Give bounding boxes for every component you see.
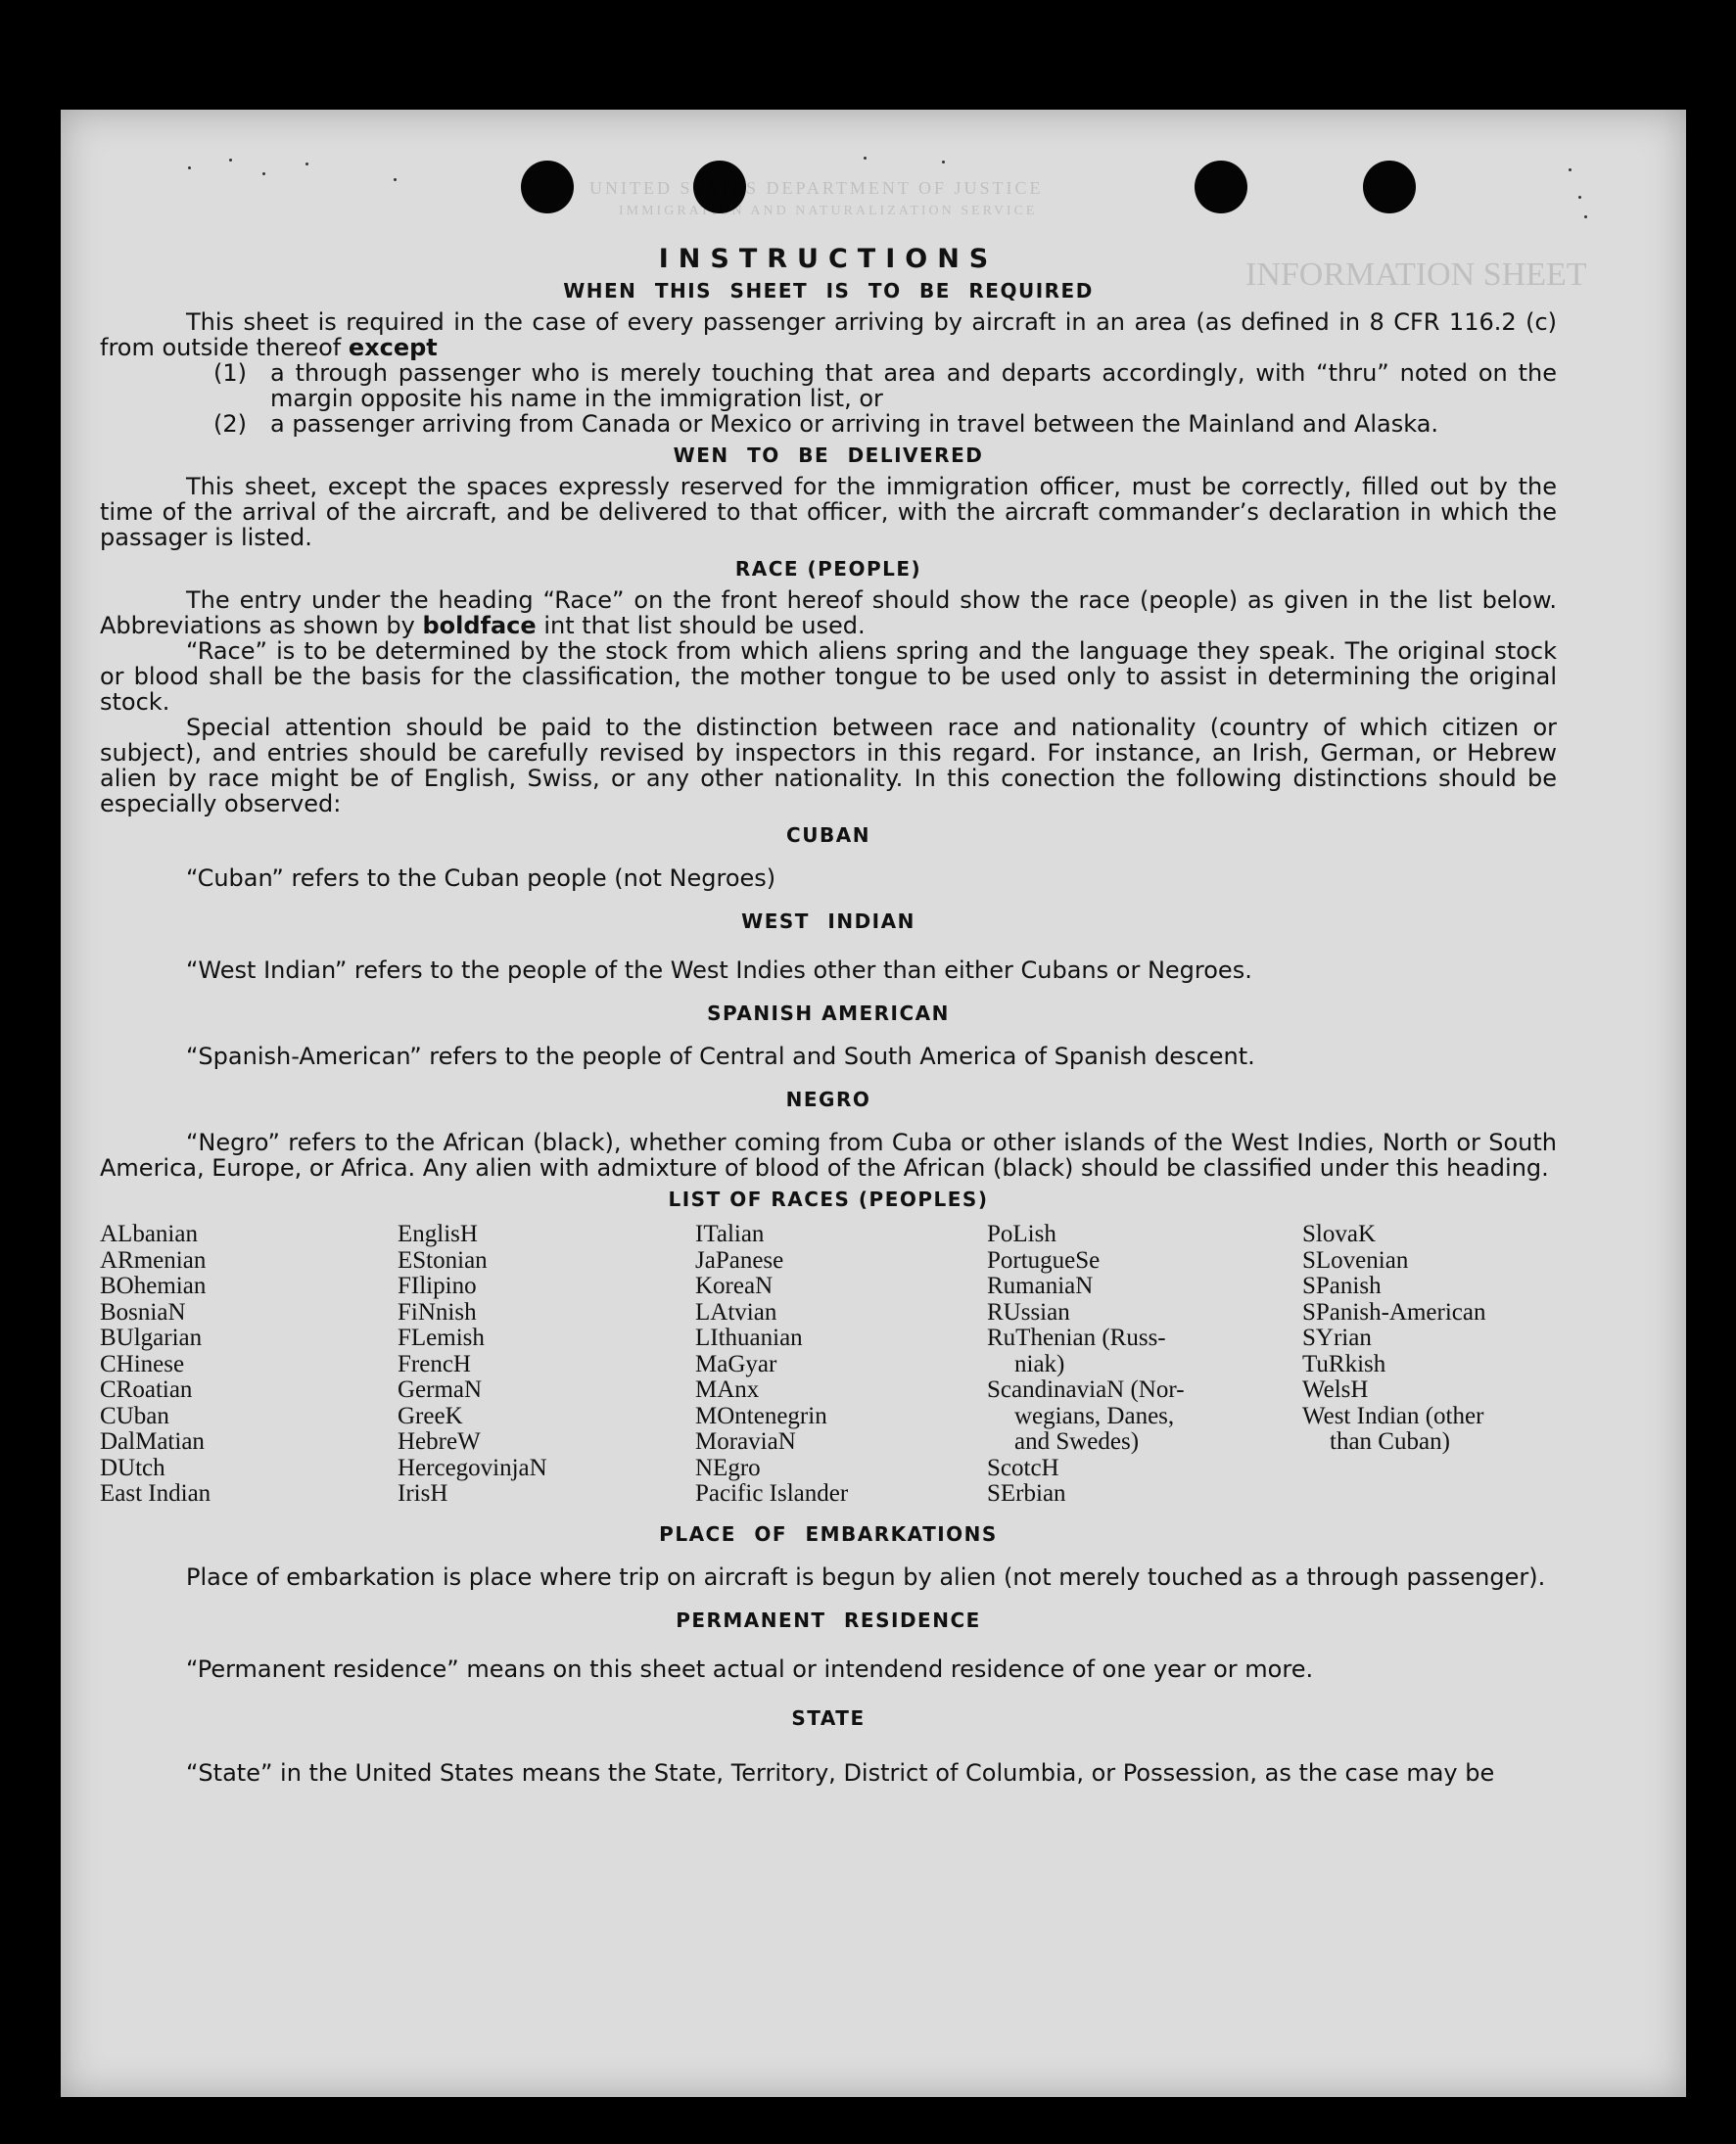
section-heading: PERMANENT RESIDENCE [676, 1608, 981, 1632]
race-entry: Pacific Islander [695, 1480, 849, 1507]
race-entry: MOntenegrin [695, 1402, 827, 1429]
race-entry: MaGyar [695, 1350, 777, 1377]
races-list [100, 1222, 1557, 1515]
race-entry: FIlipino [398, 1273, 477, 1299]
race-entry: and Swedes) [1014, 1428, 1140, 1455]
race-entry: West Indian (other [1302, 1402, 1484, 1429]
section-text: Special attention should be paid to the distinction between race and nationality (country of which citizen or subject), and entries should be carefully revised by inspectors in this regard. For instance, an Irish, German, or Hebrew alien by race might be of English, Swiss, or any other nationality. In this conection the following distinctions should be especially observed: [100, 714, 1557, 817]
races-column [100, 1222, 211, 1508]
race-entry: GreeK [398, 1402, 463, 1429]
race-entry: SLovenian [1302, 1246, 1409, 1274]
race-entry: SYrian [1302, 1325, 1372, 1351]
punch-hole [521, 161, 574, 213]
race-entry: PortugueSe [987, 1246, 1101, 1274]
race-entry: BUlgarian [100, 1325, 203, 1351]
section-heading: WEST INDIAN [741, 909, 915, 933]
race-entry: BosniaN [100, 1298, 186, 1326]
race-entry: NEgro [695, 1454, 761, 1481]
punch-hole [1363, 161, 1416, 213]
race-entry: DUtch [100, 1454, 165, 1481]
race-entry: FrencH [398, 1350, 471, 1377]
section-text: “Negro” refers to the African (black), whether coming from Cuba or other islands of the West Indies, North or South America, Europe, or Africa. Any alien with admixture of blood of the African (black) should be classified under this heading. [100, 1129, 1557, 1182]
races-column [1302, 1222, 1485, 1456]
race-entry: CHinese [100, 1350, 185, 1377]
section-heading: CUBAN [786, 823, 870, 847]
list-item: (2) a passenger arriving from Canada or Mexico or arriving in travel between the Mainland and Alaska. [213, 410, 1439, 438]
bleed-through-agency: IMMIGRATION AND NATURALIZATION SERVICE [619, 204, 1038, 218]
page-title: INSTRUCTIONS [658, 244, 999, 274]
race-entry: MAnx [695, 1376, 760, 1403]
section-heading: SPANISH AMERICAN [707, 1002, 950, 1025]
race-entry: KoreaN [695, 1273, 774, 1299]
race-entry: SErbian [987, 1480, 1066, 1507]
race-entry: FiNnish [398, 1298, 477, 1326]
race-entry: ITalian [695, 1221, 765, 1247]
race-entry: JaPanese [695, 1246, 784, 1274]
section-text: This sheet is required in the case of every passenger arriving by aircraft in an area (as defined in 8 CFR 116.2 (c) from outside thereof except [100, 308, 1557, 361]
race-entry: CRoatian [100, 1376, 193, 1403]
race-entry: TuRkish [1302, 1350, 1386, 1377]
section-text: The entry under the heading “Race” on the front hereof should show the race (people) as given in the list below. Abbreviations as shown by boldface int that list should be used. [100, 586, 1557, 639]
section-heading: NEGRO [785, 1088, 871, 1111]
race-entry: MoraviaN [695, 1428, 796, 1455]
race-entry: IrisH [398, 1480, 448, 1507]
section-heading: LIST OF RACES (PEOPLES) [668, 1188, 989, 1211]
race-entry: EStonian [398, 1246, 488, 1274]
race-entry: than Cuban) [1330, 1428, 1450, 1455]
race-entry: RUssian [987, 1298, 1070, 1326]
section-text: This sheet, except the spaces expressly reserved for the immigration officer, must be correctly, filled out by the time of the arrival of the aircraft, and be delivered to that officer, with the aircraft commander’s declaration in which the passager is listed. [100, 473, 1557, 551]
race-entry: HercegovinjaN [398, 1454, 547, 1481]
race-entry: ARmenian [100, 1246, 207, 1274]
section-text: “West Indian” refers to the people of the West Indies other than either Cubans or Negroes. [186, 956, 1252, 984]
section-heading: WHEN THIS SHEET IS TO BE REQUIRED [563, 279, 1094, 303]
section-text: “Cuban” refers to the Cuban people (not Negroes) [186, 864, 776, 892]
race-entry: SPanish-American [1302, 1298, 1486, 1326]
race-entry: RumaniaN [987, 1273, 1094, 1299]
race-entry: GermaN [398, 1376, 483, 1403]
race-entry: BOhemian [100, 1273, 207, 1299]
section-heading: PLACE OF EMBARKATIONS [659, 1522, 998, 1546]
race-entry: DalMatian [100, 1428, 205, 1455]
section-text: “Spanish-American” refers to the people of Central and South America of Spanish descent. [186, 1043, 1255, 1070]
section-heading: RACE (PEOPLE) [734, 557, 922, 581]
section-heading: WEN TO BE DELIVERED [673, 443, 984, 467]
bleed-through-heading: INFORMATION SHEET [1245, 256, 1587, 293]
race-entry: ScandinaviaN (Nor- [987, 1376, 1185, 1403]
race-entry: EnglisH [398, 1221, 478, 1247]
document-page [61, 110, 1686, 2097]
race-entry: SlovaK [1302, 1221, 1376, 1247]
section-text: “Race” is to be determined by the stock from which aliens spring and the language they speak. The original stock or blood shall be the basis for the classification, the mother tongue to be used only to assist in determining the original stock. [100, 637, 1557, 716]
race-entry: CUban [100, 1402, 169, 1429]
section-heading: STATE [791, 1706, 866, 1730]
races-column [695, 1222, 848, 1508]
race-entry: HebreW [398, 1428, 481, 1455]
section-text: “Permanent residence” means on this sheet actual or intendend residence of one year or more. [186, 1655, 1314, 1683]
race-entry: RuThenian (Russ- [987, 1325, 1166, 1351]
race-entry: LAtvian [695, 1298, 777, 1326]
section-text: Place of embarkation is place where trip on aircraft is begun by alien (not merely touched as a through passenger). [186, 1563, 1546, 1591]
race-entry: WelsH [1302, 1376, 1369, 1403]
race-entry: East Indian [100, 1480, 211, 1507]
race-entry: ScotcH [987, 1454, 1059, 1481]
section-text: “State” in the United States means the State, Territory, District of Columbia, or Possession, as the case may be [186, 1759, 1495, 1787]
race-entry: FLemish [398, 1325, 485, 1351]
race-entry: niak) [1014, 1350, 1065, 1377]
races-column [987, 1222, 1185, 1508]
race-entry: ALbanian [100, 1221, 198, 1247]
race-entry: PoLish [987, 1221, 1056, 1247]
punch-hole [1195, 161, 1247, 213]
race-entry: LIthuanian [695, 1325, 803, 1351]
list-item: (1) a through passenger who is merely touching that area and departs accordingly, with “thru” noted on the margin opposite his name in the immigration list, or [213, 359, 1557, 412]
races-column [398, 1222, 547, 1508]
race-entry: SPanish [1302, 1273, 1382, 1299]
instructions-body [100, 244, 1557, 1787]
bleed-through-agency: UNITED STATES DEPARTMENT OF JUSTICE [589, 178, 1044, 198]
race-entry: wegians, Danes, [1014, 1402, 1175, 1429]
